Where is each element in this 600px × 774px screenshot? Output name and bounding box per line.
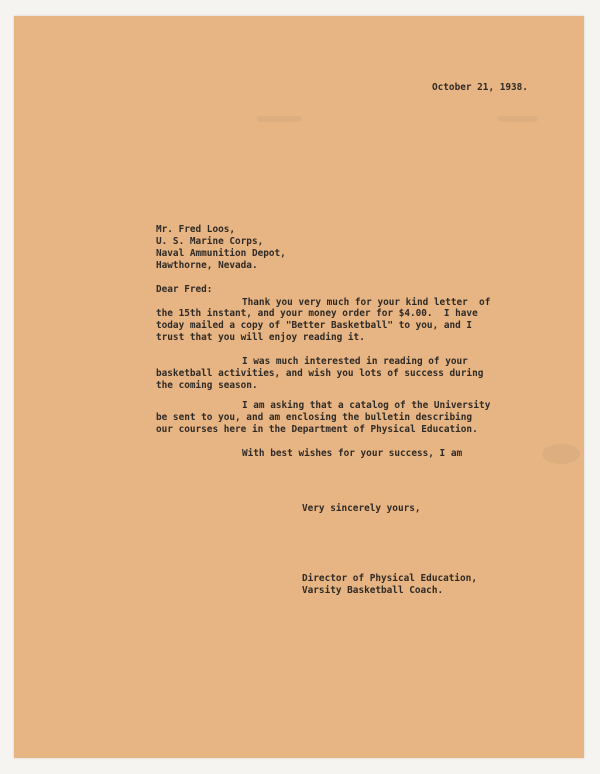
body-line: basketball activities, and wish you lots of success during	[156, 368, 484, 379]
faint-mark	[257, 116, 301, 122]
signature-line: Director of Physical Education,	[302, 573, 477, 584]
recipient-line: Mr. Fred Loos,	[156, 224, 236, 235]
letter-date: October 21, 1938.	[432, 82, 528, 93]
recipient-line: Naval Ammunition Depot,	[156, 248, 286, 259]
closing: Very sincerely yours,	[302, 503, 421, 514]
body-line: Thank you very much for your kind letter of	[242, 297, 491, 308]
recipient-line: U. S. Marine Corps,	[156, 236, 264, 247]
body-line: our courses here in the Department of Physical Education.	[156, 424, 478, 435]
body-line: With best wishes for your success, I am	[242, 448, 463, 459]
body-line: the 15th instant, and your money order for $4.00. I have	[156, 308, 478, 319]
salutation: Dear Fred:	[156, 284, 213, 295]
signature-line: Varsity Basketball Coach.	[302, 585, 444, 596]
body-line: trust that you will enjoy reading it.	[156, 332, 365, 343]
body-line: today mailed a copy of "Better Basketball" to you, and I	[156, 320, 473, 331]
faint-mark	[498, 116, 538, 122]
letter-page	[14, 16, 584, 758]
body-line: the coming season.	[156, 380, 258, 391]
recipient-line: Hawthorne, Nevada.	[156, 260, 258, 271]
body-line: I was much interested in reading of your	[242, 356, 468, 367]
faint-mark	[542, 444, 580, 464]
body-line: be sent to you, and am enclosing the bulletin describing	[156, 412, 473, 423]
body-line: I am asking that a catalog of the University	[242, 400, 491, 411]
